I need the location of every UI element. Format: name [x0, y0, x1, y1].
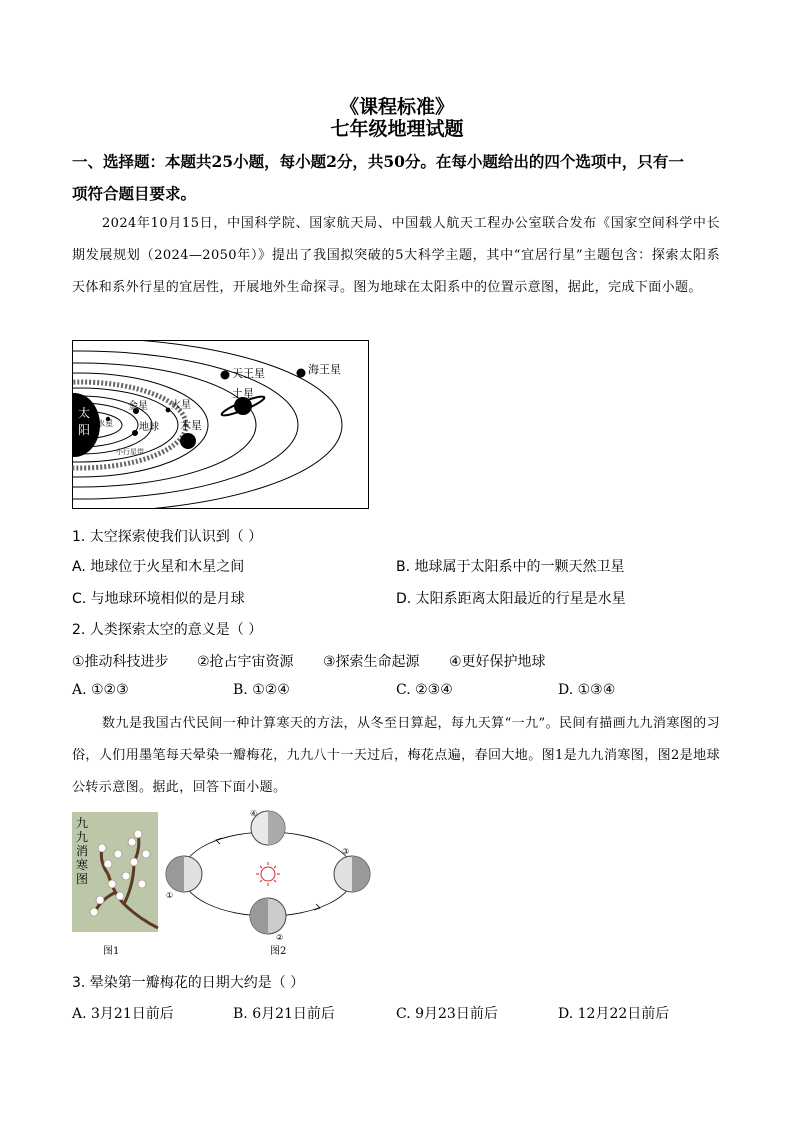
- mars: [166, 408, 171, 413]
- q3-option-b: B. 6月21日前后: [233, 1006, 335, 1022]
- figure-2-earth-revolution: [164, 804, 376, 942]
- question-1-stem: 1. 太空探索使我们认识到（ ）: [72, 529, 263, 545]
- neptune: [297, 369, 306, 378]
- plum-blossom: [104, 860, 112, 868]
- mercury-label: 水星: [97, 419, 113, 428]
- plum-blossom: [98, 844, 106, 852]
- fig1-char-3: 消: [76, 844, 89, 858]
- position-2: ②: [276, 933, 284, 942]
- venus-label: 金星: [128, 401, 148, 412]
- uranus: [221, 371, 230, 380]
- fig1-char-4: 寒: [76, 858, 89, 872]
- section-heading: 一、选择题：本题共25小题，每小题2分，共50分。在每小题给出的四个选项中，只有一: [72, 152, 684, 171]
- position-4: ④: [250, 809, 258, 818]
- plum-blossom: [96, 896, 104, 904]
- plum-blossom: [138, 880, 146, 888]
- q1-option-a: A. 地球位于火星和木星之间: [72, 559, 245, 575]
- q2-item-4: ④更好保护地球: [449, 654, 546, 670]
- q2-item-3: ③探索生命起源: [323, 654, 420, 670]
- mars-label: 火星: [171, 400, 191, 411]
- jupiter-label: 木星: [180, 419, 202, 432]
- plum-blossom: [134, 830, 142, 838]
- earth: [132, 430, 138, 436]
- q1-option-b: B. 地球属于太阳系中的一颗天然卫星: [396, 559, 625, 575]
- q2-option-b: B. ①②④: [233, 682, 290, 698]
- asteroid-belt-label: 小行星带: [116, 448, 144, 456]
- section-heading-cont: 项符合题目要求。: [72, 184, 197, 203]
- earth-label: 地球: [139, 422, 159, 433]
- plum-blossom: [122, 872, 130, 880]
- page-title: 《课程标准》: [339, 96, 454, 118]
- q2-item-1: ①推动科技进步: [72, 654, 169, 670]
- plum-blossom: [128, 838, 136, 846]
- passage-2: 数九是我国古代民间一种计算寒天的方法，从冬至日算起，每九天算“一九”。民间有描画九九消寒图的习俗，人们用墨笔每天晕染一瓣梅花，九九八十一天过后，梅花点遍，春回大地。图1是九九消寒图，图2是地球公转示意图。据此，回答下面小题。: [72, 716, 720, 795]
- figure-1-caption: 图1: [103, 946, 120, 957]
- plum-blossom: [116, 892, 124, 900]
- saturn-label: 土星: [232, 387, 254, 400]
- solar-system-figure: [72, 340, 370, 510]
- figure-2-caption: 图2: [270, 946, 287, 957]
- passage-1: 2024年10月15日，中国科学院、国家航天局、中国载人航天工程办公室联合发布《国家空间科学中长期发展规划（2024—2050年）》提出了我国拟突破的5大科学主题，其中“宜居行星”主题包含：探索太阳系天体和系外行星的宜居性，开展地外生命探寻。图为地球在太阳系中的位置示意图，据此，完成下面小题。: [72, 216, 721, 295]
- fig1-char-2: 九: [76, 830, 89, 844]
- q2-option-a: A. ①②③: [72, 682, 129, 698]
- position-1: ①: [166, 891, 174, 900]
- sun-icon: [256, 862, 280, 886]
- q2-option-d: D. ①③④: [558, 682, 616, 698]
- plum-blossom: [130, 858, 138, 866]
- q3-option-a: A. 3月21日前后: [72, 1006, 174, 1022]
- neptune-label: 海王星: [308, 363, 341, 376]
- figure-1-plum-painting: [72, 812, 160, 934]
- q2-item-2: ②抢占宇宙资源: [197, 654, 294, 670]
- q3-option-d: D. 12月22日前后: [558, 1006, 670, 1022]
- question-3-stem: 3. 晕染第一瓣梅花的日期大约是（ ）: [72, 975, 305, 991]
- plum-blossom: [108, 880, 116, 888]
- fig1-char-5: 图: [76, 872, 89, 886]
- question-2-stem: 2. 人类探索太空的意义是（ ）: [72, 622, 263, 638]
- sun-label-top: 太: [78, 406, 91, 420]
- q1-option-c: C. 与地球环境相似的是月球: [72, 591, 245, 607]
- q2-option-c: C. ②③④: [396, 682, 453, 698]
- q3-option-c: C. 9月23日前后: [396, 1006, 498, 1022]
- uranus-label: 天王星: [232, 367, 265, 380]
- plum-blossom: [142, 850, 150, 858]
- fig1-char-1: 九: [76, 816, 89, 830]
- page-subtitle: 七年级地理试题: [330, 118, 464, 140]
- sun-label-bottom: 阳: [78, 423, 91, 437]
- plum-blossom: [90, 908, 98, 916]
- jupiter: [180, 433, 196, 449]
- q1-option-d: D. 太阳系距离太阳最近的行星是水星: [396, 591, 626, 607]
- plum-blossom: [114, 850, 122, 858]
- position-3: ③: [342, 847, 350, 856]
